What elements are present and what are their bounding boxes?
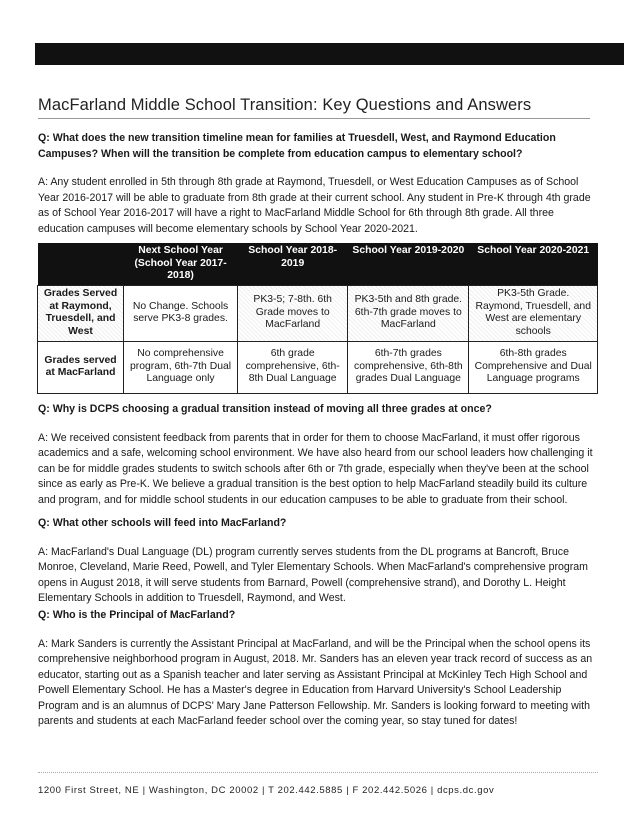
table-header-cell — [38, 243, 124, 285]
answer-2: A: We received consistent feedback from parents that in order for them to choose MacFarland, it must offer rigorous academics and a safe, welcoming school environment. We have also heard from our school leaders how challenging it can be for middle grades students to switch schools after 6th or 7th grade, especially when they've been at the school since as early as Pre-K. We believe a gradual transition is the best option to help MacFarland steadily build its culture and program, and for middle school students in our education campuses to be able to graduate from their school. — [38, 431, 593, 506]
row-header: Grades served at MacFarland — [38, 341, 124, 393]
qa-block-3 — [38, 516, 598, 607]
answer-3: A: MacFarland's Dual Language (DL) program currently serves students from the DL programs at Bancroft, Bruce Monroe, Cleveland, Marie Reed, Powell, and Tyler Elementary Schools. When MacFarland's comprehensive program opens in August 2018, it will serve students from Barnard, Powell (comprehensive strand), and Dorothy L. Height Elementary Schools in addition to Truesdell, Raymond, and West. — [38, 545, 589, 604]
footer-fax: 202.442.5026 — [362, 785, 428, 796]
footer-fax-label: F — [352, 785, 359, 796]
table-header-cell: School Year 2019-2020 — [348, 243, 469, 285]
footer-divider — [38, 772, 598, 773]
page-title: MacFarland Middle School Transition: Key Questions and Answers — [38, 96, 532, 114]
table-cell: 6th grade comprehensive, 6th-8th Dual Language — [238, 341, 348, 393]
qa-block-2 — [38, 402, 598, 508]
question-4: Q: Who is the Principal of MacFarland? — [38, 609, 236, 621]
title-divider — [38, 118, 590, 119]
header-banner — [35, 43, 624, 65]
table-header-cell: School Year 2020-2021 — [469, 243, 598, 285]
question-1: Q: What does the new transition timeline mean for families at Truesdell, West, and Raymond Education Campuses? When will the transition be complete from education campus to elementary school? — [38, 132, 556, 160]
table-cell: 6th-8th grades Comprehensive and Dual Language programs — [469, 341, 598, 393]
table-row — [38, 285, 598, 341]
footer-phone-label: T — [268, 785, 275, 796]
row-header: Grades Served at Raymond, Truesdell, and West — [38, 285, 124, 341]
footer-address: 1200 First Street, NE — [38, 785, 140, 796]
table-row — [38, 341, 598, 393]
table-cell: PK3-5th and 8th grade. 6th-7th grade moves to MacFarland — [348, 285, 469, 341]
table-cell: No comprehensive program, 6th-7th Dual Language only — [124, 341, 238, 393]
transition-table — [37, 243, 598, 394]
table-cell: PK3-5; 7-8th. 6th Grade moves to MacFarland — [238, 285, 348, 341]
table-header-cell: Next School Year (School Year 2017-2018) — [124, 243, 238, 285]
table-header-row — [38, 243, 598, 285]
answer-4: A: Mark Sanders is currently the Assistant Principal at MacFarland, and will be the Principal when the school opens its comprehensive neighborhood program in August, 2018. Mr. Sanders has an eleven year track record of success as an educator, starting out as a Spanish teacher and later serving as Assistant Principal at McKinley Tech High School and Powell Elementary School. He has a Master's degree in Education from Harvard University's School Leadership Program and is an alumnus of DCPS' Mary Jane Patterson Fellowship. Mr. Sanders is looking forward to meeting with parents and students at each MacFarland feeder school over the coming year, so stay tuned for dates! — [38, 637, 593, 727]
qa-block-4 — [38, 608, 598, 730]
table-cell: No Change. Schools serve PK3-8 grades. — [124, 285, 238, 341]
table-cell: 6th-7th grades comprehensive, 6th-8th grades Dual Language — [348, 341, 469, 393]
footer-city: Washington, DC 20002 — [148, 785, 259, 796]
answer-1: A: Any student enrolled in 5th through 8th grade at Raymond, Truesdell, or West Education Campuses as of School Year 2016-2017 will be able to graduate from 8th grade at their current school. Any student in Pre-K through 4th grade as of School Year 2016-2017 will have a right to MacFarland Middle School for 6th through 8th grade. All three education campuses will become elementary schools by School Year 2020-2021. — [38, 176, 591, 235]
question-3: Q: What other schools will feed into MacFarland? — [38, 517, 287, 529]
question-2: Q: Why is DCPS choosing a gradual transition instead of moving all three grades at once? — [38, 403, 492, 415]
footer-phone: 202.442.5885 — [277, 785, 343, 796]
footer: 1200 First Street, NE | Washington, DC 20002 | T 202.442.5885 | F 202.442.5026 | dcps.dc.gov — [38, 785, 495, 796]
table-header-cell: School Year 2018-2019 — [238, 243, 348, 285]
qa-block-1 — [38, 131, 598, 237]
footer-website[interactable]: dcps.dc.gov — [437, 785, 495, 796]
table-cell: PK3-5th Grade. Raymond, Truesdell, and West are elementary schools — [469, 285, 598, 341]
